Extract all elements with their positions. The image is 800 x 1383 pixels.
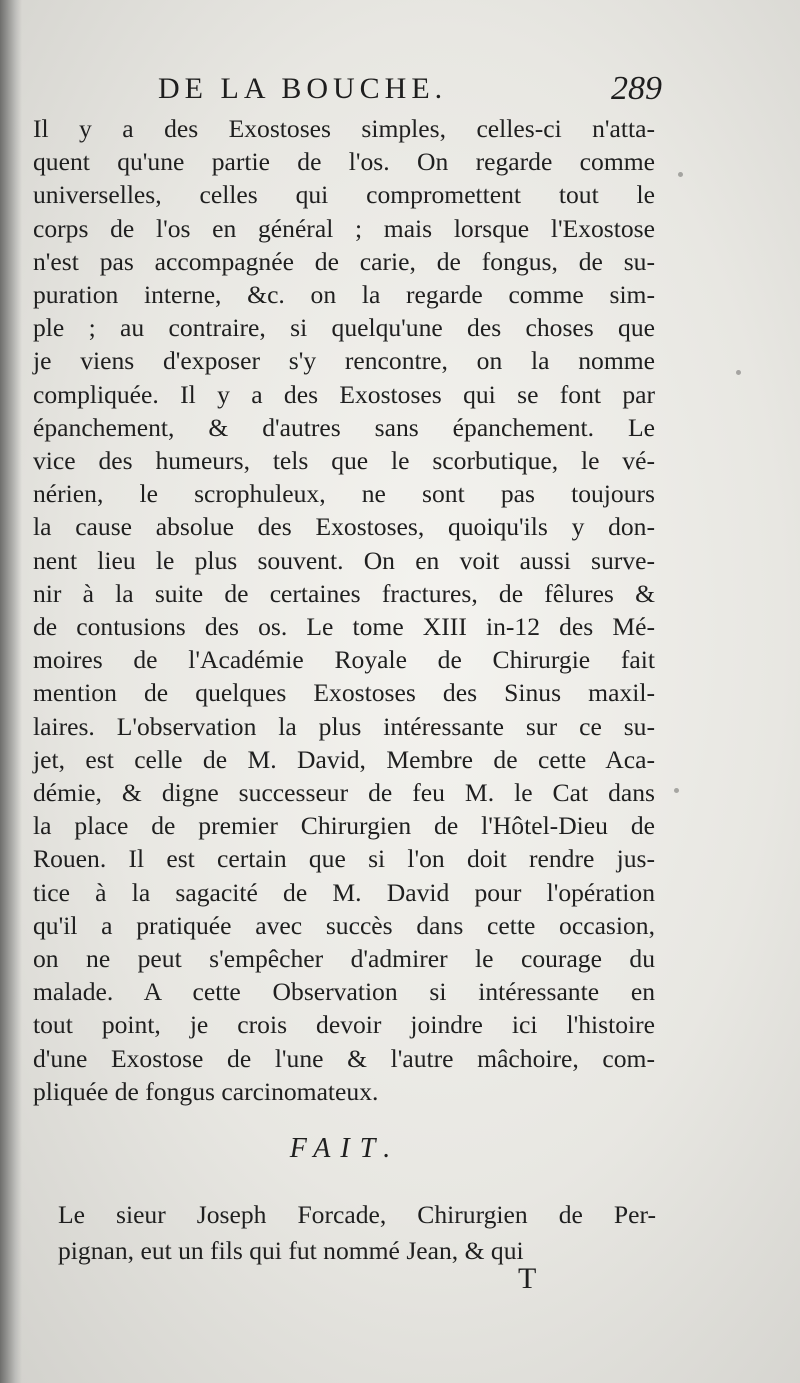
text-line: universelles, celles qui compromettent tout le	[33, 180, 655, 210]
page-number: 289	[611, 70, 662, 107]
text-line: moires de l'Académie Royale de Chirurgie fait	[33, 645, 655, 675]
signature-mark: T	[518, 1262, 537, 1295]
text-line: tice à la sagacité de M. David pour l'opération	[33, 877, 655, 907]
running-head: DE LA BOUCHE.	[158, 72, 448, 105]
fait-text-line: pignan, eut un fils qui fut nommé Jean, & qui	[58, 1236, 524, 1265]
text-line: je viens d'exposer s'y rencontre, on la nomme	[33, 346, 655, 376]
text-line: qu'il a pratiquée avec succès dans cette occasion,	[33, 910, 655, 940]
text-line: pliquée de fongus carcinomateux.	[33, 1076, 379, 1106]
text-line: Il y a des Exostoses simples, celles-ci n'atta-	[33, 114, 655, 143]
text-line: la place de premier Chirurgien de l'Hôtel-Dieu de	[33, 811, 655, 841]
text-line: laires. L'observation la plus intéressante sur ce su-	[33, 711, 655, 741]
ink-speck	[674, 788, 679, 793]
text-line: d'une Exostose de l'une & l'autre mâchoire, com-	[33, 1043, 655, 1073]
ink-speck	[736, 370, 741, 375]
text-line: nir à la suite de certaines fractures, de fêlures &	[33, 578, 655, 608]
text-line: compliquée. Il y a des Exostoses qui se font par	[33, 379, 655, 409]
text-line: quent qu'une partie de l'os. On regarde comme	[33, 147, 655, 177]
text-line: tout point, je crois devoir joindre ici l'histoire	[33, 1010, 655, 1040]
text-line: démie, & digne successeur de feu M. le Cat dans	[33, 778, 655, 808]
ink-speck	[678, 172, 683, 177]
text-line: vice des humeurs, tels que le scorbutique, le vé-	[33, 446, 655, 476]
text-line: corps de l'os en général ; mais lorsque l'Exostose	[33, 213, 655, 243]
page-header	[158, 68, 662, 118]
text-line: malade. A cette Observation si intéressante en	[33, 977, 655, 1007]
page-gutter-shadow	[0, 0, 22, 1383]
fait-paragraph	[58, 1197, 656, 1269]
text-line: mention de quelques Exostoses des Sinus maxil-	[33, 678, 655, 708]
text-line: puration interne, &c. on la regarde comme sim-	[33, 280, 655, 310]
text-line: nérien, le scrophuleux, ne sont pas toujours	[33, 479, 655, 509]
text-line: de contusions des os. Le tome XIII in-12 des Mé-	[33, 612, 655, 642]
text-line: n'est pas accompagnée de carie, de fongus, de su-	[33, 246, 655, 276]
text-line: épanchement, & d'autres sans épanchement. Le	[33, 412, 655, 442]
text-line: la cause absolue des Exostoses, quoiqu'ils y don-	[33, 512, 655, 542]
fait-text-line: Le sieur Joseph Forcade, Chirurgien de Per-	[58, 1200, 656, 1229]
text-line: jet, est celle de M. David, Membre de cette Aca-	[33, 744, 655, 774]
text-line: Rouen. Il est certain que si l'on doit rendre jus-	[33, 844, 655, 874]
text-line: on ne peut s'empêcher d'admirer le courage du	[33, 944, 655, 974]
text-line: ple ; au contraire, si quelqu'une des choses que	[33, 313, 655, 343]
main-paragraph	[33, 112, 655, 1108]
text-line: nent lieu le plus souvent. On en voit aussi surve-	[33, 545, 655, 575]
section-title: FAIT.	[289, 1133, 401, 1164]
